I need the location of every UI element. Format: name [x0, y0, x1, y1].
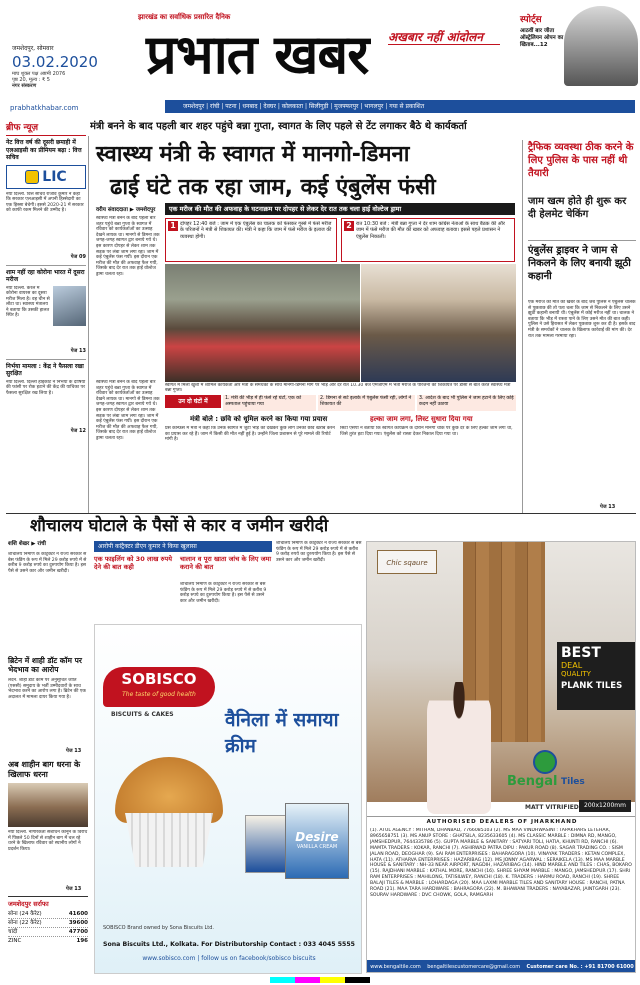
lead-headline-1: स्वास्थ्य मंत्री के स्वागत में मानगो-डिमना — [96, 142, 410, 167]
masthead-title: प्रभात खबर — [146, 23, 369, 86]
best-deal-banner — [557, 642, 636, 710]
lead-body-col2: प्रेस कॉन्फ्रेंस में मंत्री ने कहा कि उनके स्वागत में जुटी भीड़ को देखकर कुछ लोग उनकी छवि खराब करने का प्रयास कर रहे हैं। जाम में किसी की मौत नहीं हुई है। उन्होंने जिला प्रशासन से पूरे मामले की रिपोर्ट मांगी है। — [165, 426, 335, 443]
timeline-text-1: दोपहर 12:40 बजे : जाम में एक एंबुलेंस का चालक को फंसकर गुस्से में फंसे मरीज के परिजनों ने मंत्री से शिकायत की। मंत्री ने कहा कि जाम में फंसे मरीज के इलाज की व्यवस्था होगी। — [180, 221, 332, 240]
brief-body: नयी दिल्ली. केरल में कोरोना वायरस का दूसरा मरीज मिला है। वह चीन से लौटा था। स्वास्थ्य मंत्रालय ने बताया कि उसकी हालत स्थिर है। — [6, 285, 50, 319]
product-pack-2 — [285, 803, 349, 879]
sports-teaser-text: आठवीं बार जीता ऑस्ट्रेलियन ओपन का खिताब...12 — [520, 28, 564, 48]
brief-item[interactable] — [6, 265, 86, 355]
lead-headline-2: ढाई घंटे तक रहा जाम, कई एंबुलेंस फंसी — [110, 175, 436, 200]
product-sub: VANILLA CREAM — [296, 844, 338, 850]
brief-headline: निर्भया मामला : केंद्र ने फैसला रखा सुरक्षित — [6, 362, 84, 377]
market-row — [8, 928, 88, 937]
second-headline: शौचालय घोटाले के पैसों से कार व जमीन खरीदी — [30, 516, 329, 536]
second-subhead-text: आरोपी कांट्रैक्टर डीएन कुमार ने किया खुलासा — [98, 543, 197, 550]
sobisco-ad[interactable] — [94, 624, 362, 974]
market-row — [8, 919, 88, 928]
second-body-3: शौचालय निर्माण के कांट्रैक्टर ने राज्य सरकार से बेस फंडिंग के रूप में मिले 29 करोड़ रुपये में से करीब 9 करोड़ रुपये का दुरुपयोग किया है। इस पैसे से उसने कार और जमीन खरीदी। — [276, 541, 362, 563]
city-day: जमशेदपुर, सोमवार — [12, 45, 54, 52]
brief-page-ref[interactable]: पेज 09 — [70, 253, 86, 260]
market-label: सोना (22 कैरेट) — [8, 920, 42, 926]
right-separator — [528, 240, 636, 241]
photo-crowd-left — [165, 264, 360, 382]
deal-text: DEAL — [561, 661, 583, 670]
brief-page-ref[interactable]: पेज 13 — [70, 347, 86, 354]
pages-price: पृष्ठ 20, मूल्य : ₹ 5 — [12, 77, 50, 83]
timeline-box-1 — [165, 218, 337, 262]
right-headline-2: जाम खत्म होते ही शुरू कर दी हेलमेट चेकिंग — [528, 196, 627, 220]
plank-text: PLANK TILES — [561, 681, 623, 691]
sobisco-web[interactable]: www.sobisco.com | follow us on facebook/sobisco biscuits — [142, 955, 316, 962]
second-body-2: शौचालय निर्माण के कांट्रैक्टर ने राज्य सरकार से बेस फंडिंग के रूप में मिले 29 करोड़ रुपये में से करीब 9 करोड़ रुपये का दुरुपयोग किया है। इस पैसे से उसने कार और जमीन खरीदी। — [180, 582, 267, 604]
masthead — [0, 0, 640, 116]
brief-page-ref[interactable]: पेज 12 — [70, 427, 86, 434]
right-body: एक मरीज की मौत की खबर के बाद जब पुलिस ने एंबुलेंस चालक से पूछताछ की तो पता चला कि जाम से निकलने के लिए उसने झूठी कहानी बनायी थी। एंबुलेंस में कोई मरीज नहीं था। चालक ने बताया कि भीड़ में रास्ता पाने के लिए उसने मौत की बात कही। पुलिस ने उसे हिरासत में लेकर पूछताछ शुरू कर दी है। इसके बाद मंत्री के समर्थकों ने चालक के खिलाफ कार्रवाई की मांग की। देर रात तक मामला गरमाया रहा। — [528, 300, 636, 339]
model-figure — [427, 682, 491, 814]
market-label: सोना (24 कैरेट) — [8, 911, 42, 917]
market-box — [8, 896, 88, 958]
brief-item[interactable] — [6, 139, 86, 261]
bengal-tiles-ad[interactable] — [366, 541, 636, 973]
timeline-icon-2: 2 — [344, 221, 354, 231]
urgent-bullet-3: 3. आदेश के बाद भी पुलिस ने जाम हटाने के लिए कोई कदम नहीं उठाया — [417, 395, 516, 411]
corona-photo — [53, 286, 86, 326]
timeline-box-2 — [341, 218, 515, 262]
chic-logo-text: Chic sqaure — [386, 559, 428, 567]
matt-vitrified: MATT VITRIFIED — [525, 804, 579, 811]
masthead-tagline: झारखंड का सर्वाधिक प्रसारित दैनिक — [138, 13, 231, 21]
website-link[interactable]: prabhatkhabar.com — [10, 104, 79, 112]
sports-photo — [564, 6, 638, 86]
brief-title: ब्रीफ न्यूज़ — [6, 120, 86, 136]
lead-subhead-2: हल्का जाम लगा, लिस्ट सुधारा दिया गया — [370, 415, 473, 423]
right-headline-3: एंबुलेंस ड्राइवर ने जाम से निकलने के लिए बनायी झूठी कहानी — [528, 245, 631, 282]
muffin-illustration — [115, 757, 223, 867]
lic-wordmark: LIC — [42, 168, 67, 185]
print-color-bar — [270, 977, 370, 983]
urgent-tag-text: उन दो घंटों में — [178, 398, 208, 405]
lic-logo — [6, 165, 86, 189]
sports-teaser[interactable] — [520, 6, 638, 94]
urgent-tag — [165, 395, 221, 408]
muffin-cup — [125, 813, 213, 867]
sobisco-sub: BISCUITS & CAKES — [111, 711, 174, 718]
sobisco-owned: SOBISCO Brand owned by Sona Biscuits Ltd. — [103, 925, 215, 931]
bengal-phone: Customer care No. : +91 81700 61000 — [526, 964, 634, 970]
market-row — [8, 937, 88, 945]
bengal-logo-icon — [533, 750, 557, 774]
best-text: BEST — [561, 645, 601, 661]
market-value: 47700 — [68, 929, 88, 935]
brief-headline: शाम नहीं रहा कोरोना भारत में दूसरा मरीज — [6, 268, 85, 283]
slogan-underline — [388, 44, 500, 45]
sports-label: स्पोर्ट्स — [520, 15, 542, 25]
cities-bar — [165, 100, 635, 113]
brief-body: नयी दिल्ली. वित्त सचिव राजीव कुमार ने कहा कि सरकार एलआइसी में अपनी हिस्सेदारी का एक हिस्सा बेचेगी। इससे 2020-21 में सरकार को काफी रकम मिलने की उम्मीद है। — [6, 191, 84, 214]
market-title: जमशेदपुर सर्राफा — [8, 900, 49, 908]
brit-page-ref[interactable]: पेज 13 — [66, 748, 82, 754]
bengal-email[interactable]: bengaltilescustomercare@gmail.com — [427, 964, 521, 970]
brief-body: नयी दिल्ली. दिल्ली हाइकोर्ट ने निर्भया के दोषियों की फांसी पर रोक हटाने की केंद्र की याचिका पर फैसला सुरक्षित रख लिया है। — [6, 379, 86, 396]
shaheen-headline: अब शाहीन बाग धरना के खिलाफ धरना — [8, 760, 81, 779]
bengal-brand-logo — [507, 750, 597, 798]
lead-body-col1b: स्वास्थ्य मंत्री बनने के बाद पहली बार शहर पहुंचे बन्ना गुप्ता के स्वागत में रविवार को कार्यकर्ताओं का उत्साह देखने लायक था। मानगो से डिमना तक जगह-जगह स्वागत द्वार बनाये गये थे। इस कारण दोपहर से लेकर शाम तक सड़क पर लंबा जाम लगा रहा। जाम में कई एंबुलेंस फंस गयीं। इस दौरान एक मरीज की मौत की अफवाह फैल गयी, जिसके बाद देर रात तक हाई वोल्टेज ड्रामा चलता रहा। — [96, 380, 160, 441]
sobisco-brand: SOBISCO — [121, 670, 197, 688]
issue-date: 03.02.2020 — [12, 53, 98, 71]
lead-photo — [165, 264, 516, 382]
kicker: मंत्री बनने के बाद पहली बार शहर पहुंचे बन्ना गुप्ता, स्वागत के लिए पहले से टेंट लगाकर बैठे थे कार्यकर्ता — [90, 121, 467, 132]
cities-list: जमशेदपुर | रांची | पटना | धनबाद | देवघर | कोलकाता | सिलीगुड़ी | मुजफ्फरपुर | भागलपुर | गया से प्रकाशित — [183, 103, 425, 110]
bengal-top-logo — [377, 550, 437, 574]
shaheen-body: नयी दिल्ली. नागरिकता संशोधन कानून के विरोध में पिछले 50 दिनों से शाहीन बाग में चल रहे धरने के खिलाफ रविवार को स्थानीय लोगों ने प्रदर्शन किया। — [8, 830, 88, 852]
sobisco-logo — [103, 667, 215, 707]
timeline-text-2: रात 10:30 बजे : मंत्री बन्ना गुप्ता ने देर शाम कांग्रेस नेताओं के साथ बैठक की और जाम में फंसे मरीज की मौत की खबर को अफवाह बताया। इससे पहले प्रशासन ने एंबुलेंस निकाली। — [356, 221, 505, 240]
edition-name: नगर संस्करण — [12, 83, 37, 89]
lead-subhead-1: मंत्री बोले : छवि को धूमिल करने का किया गया प्रयास — [190, 415, 328, 423]
edition-info: माघ शुक्ल पक्ष अष्टमी 2076 — [12, 71, 66, 77]
market-label: ZINC — [8, 938, 22, 944]
lic-emblem-icon — [25, 170, 39, 184]
bengal-brand-name: Bengal — [507, 774, 558, 789]
lead-byline: वरीय संवाददाता ▶ जमशेदपुर — [96, 207, 156, 213]
brit-headline: ब्रिटेन में शाही डॉट कॉम पर भेदभाव का आरोप — [8, 656, 82, 674]
sobisco-contact: Sona Biscuits Ltd., Kolkata. For Distributorship Contact : 033 4045 5555 — [103, 941, 355, 948]
bengal-web[interactable]: www.bengaltile.com — [370, 964, 421, 970]
market-label: चांदी — [8, 929, 18, 935]
brief-headline: नेट वित्त वर्ष की दूसरी छमाही में एलआइसी का प्रीमियम बढ़ा : वित्त सचिव — [6, 139, 82, 161]
lead-body-col3: सिटी एसपी ने बताया कि स्वागत कार्यक्रम के दौरान मानगो चौक पर कुछ देर के लिए हल्का जाम लगा था, जिसे तुरंत हटा दिया गया। एंबुलेंस को रास्ता देकर निकाल दिया गया था। — [340, 426, 513, 437]
market-row — [8, 910, 88, 919]
urgent-bullet-1: 1. मंत्री की भीड़ में ही फंसे रहे घंटों, एक को अस्पताल पहुंचाया गया — [223, 395, 316, 411]
second-subhead — [94, 541, 272, 552]
sobisco-tagline: The taste of good health — [122, 691, 196, 698]
market-value: 41600 — [68, 911, 88, 917]
dealers-title: AUTHORISED DEALERS OF JHARKHAND — [426, 819, 578, 825]
second-byline: शशि शेखर ▶ रांची — [8, 541, 46, 547]
tile-size-badge — [579, 800, 631, 812]
date-block — [12, 46, 122, 89]
sobisco-hindi: वैनिला में समाया क्रीम — [225, 709, 339, 757]
shaheen-photo — [8, 783, 88, 827]
second-bullet-2: चालान व पूरा खाता जांच के लिए जमा कराने की बात — [180, 555, 272, 571]
bengal-brand-tiles: Tiles — [561, 777, 585, 787]
right-page-ref[interactable]: पेज 13 — [600, 504, 616, 510]
product-pack-1 — [245, 815, 287, 873]
brit-body: लंदन. शाही डॉट कॉम पर अनुसूचित जाति (एससी) समुदाय के भर्ती उम्मीदवारों के साथ भेदभाव करने का आरोप लगा है। ब्रिटेन की एक अदालत में मामला दायर किया गया है। — [8, 678, 86, 700]
market-value: 39600 — [68, 920, 88, 926]
lead-strap — [165, 203, 515, 215]
lead-body-col1: स्वास्थ्य मंत्री बनने के बाद पहली बार शहर पहुंचे बन्ना गुप्ता के स्वागत में रविवार को कार्यकर्ताओं का उत्साह देखने लायक था। मानगो से डिमना तक जगह-जगह स्वागत द्वार बनाये गये थे। इस कारण दोपहर से लेकर शाम तक सड़क पर लंबा जाम लगा रहा। जाम में कई एंबुलेंस फंस गयीं। इस दौरान एक मरीज की मौत की अफवाह फैल गयी, जिसके बाद देर रात तक हाई वोल्टेज ड्रामा चलता रहा। — [96, 216, 160, 277]
product-name: Desire — [295, 830, 339, 844]
brief-item[interactable] — [6, 359, 86, 435]
second-bullet-1: एक फाइलिंग को 30 लाख रुपये देने की बात कही — [94, 555, 173, 571]
right-headline-1: ट्रैफिक व्यवस्था ठीक करने के लिए पुलिस के पास नहीं थी तैयारी — [528, 142, 634, 179]
dealers-list: (1). ATUL AGENCY : MITHAN, DHANBAD, 7766085103 (2). MS MAA VINDHWASINI : TAPAKHARS LETEHAR, 8965658751 (3). MS ANUP STORE : GHATSILA, 8235633605 (4). MS CLASSIC MARBLE : DIMNA RD, MANGO, JAMSHEDPUR, 7644335786 (5). GUPTA MARBLE & SANITARY : SATYARI TOLI, HATIA, KHUNTI RD, RANCHI (6). MAMTA TRADERS : KOKAR, RANCHI (7). ASHIRWAD PATRA DIPU : PAKUR ROAD (8). SAGAR TRADING CO. : SISM JALAN ROAD, DEOGHAR (9). SAI RAM ENTERPRISES : BAHARAGORA (10). VINAYAK TRADERS : KETAN COMPLEX, HATA (11). ATHARVA ENTERPRISES : HAZARIBAG (12). MS JONNY AGARWAL : SERAIKELA (13). MS MAA MARBLE HOUSE & SANITARY : NH-33 NEAR AIRPORT, NAGDIH, HAZARIBAG (14). HIND MARBLE AND TILES : CHAS, BOKARO (15). RAJDHANI MARBLE : KATHAL MORE, RANCHI (16). SHREE SHYAM MARBLE : MANGO, JAMSHEDPUR (17). SHRI RAM ENTERPRISES : MAHILONG, TATISILWEY, RANCHI (18). K. TRADERS : HARMU ROAD, RANCHI (19). SHREE BALAJI TILES & MARBLE : LOHARDAGA (20). MAA LAXMI MARBLE TILES AND SANITARY HOUSE : RANCHI, PATNA ROAD (21). MAA TARA HARDWARE : BAHRAGORA (22). M. BHAWANI TRADERS : NAYABAZAR, JAINTGARH (23). SOURAV HARDWARE : DVC CHOWK, GOLA, RAMGARH — [370, 828, 632, 898]
shaheen-page-ref[interactable]: पेज 13 — [66, 886, 82, 892]
urgent-bullet-2: 2. डिमना से सटे इलाके में एंबुलेंस फंसी रही, लोगों ने शिकायत की — [318, 395, 415, 411]
section-rule — [6, 513, 636, 514]
market-value: 196 — [76, 938, 88, 944]
bengal-footer — [367, 960, 636, 973]
second-body: शौचालय निर्माण के कांट्रैक्टर ने राज्य सरकार से बेस फंडिंग के रूप में मिले 29 करोड़ रुपये में से करीब 9 करोड़ रुपये का दुरुपयोग किया है। इस पैसे से उसने कार और जमीन खरीदी। — [8, 552, 87, 574]
right-column-divider — [522, 140, 523, 513]
dealers-title-bar — [367, 816, 636, 826]
masthead-slogan: अखबार नहीं आंदोलन — [388, 30, 483, 44]
brief-column — [6, 120, 86, 515]
column-divider — [88, 136, 89, 513]
timeline-icon-1: 1 — [168, 221, 178, 231]
photo-crowd-right — [361, 264, 516, 382]
quality-text: QUALITY — [561, 670, 591, 678]
photo-caption: स्वागत में मिली खुशी में शामिल कार्यकर्ता और मंत्री के समर्थकों के साथ मानगो-डिमना मार्ग पर भीड़ और देर रात 10.30 बजे एमजीएम में भर्ती मरीज के परिजनों की शिकायत पर डीसी से बात करते स्वास्थ्य मंत्री बन्ना गुप्ता। — [165, 383, 511, 394]
tile-size: 200x1200mm — [584, 802, 626, 809]
lead-strap-text: एक मरीज की मौत की अफवाह के घटनाक्रम पर दोपहर से लेकर देर रात तक चला हाई वोल्टेज ड्रामा — [169, 205, 402, 213]
